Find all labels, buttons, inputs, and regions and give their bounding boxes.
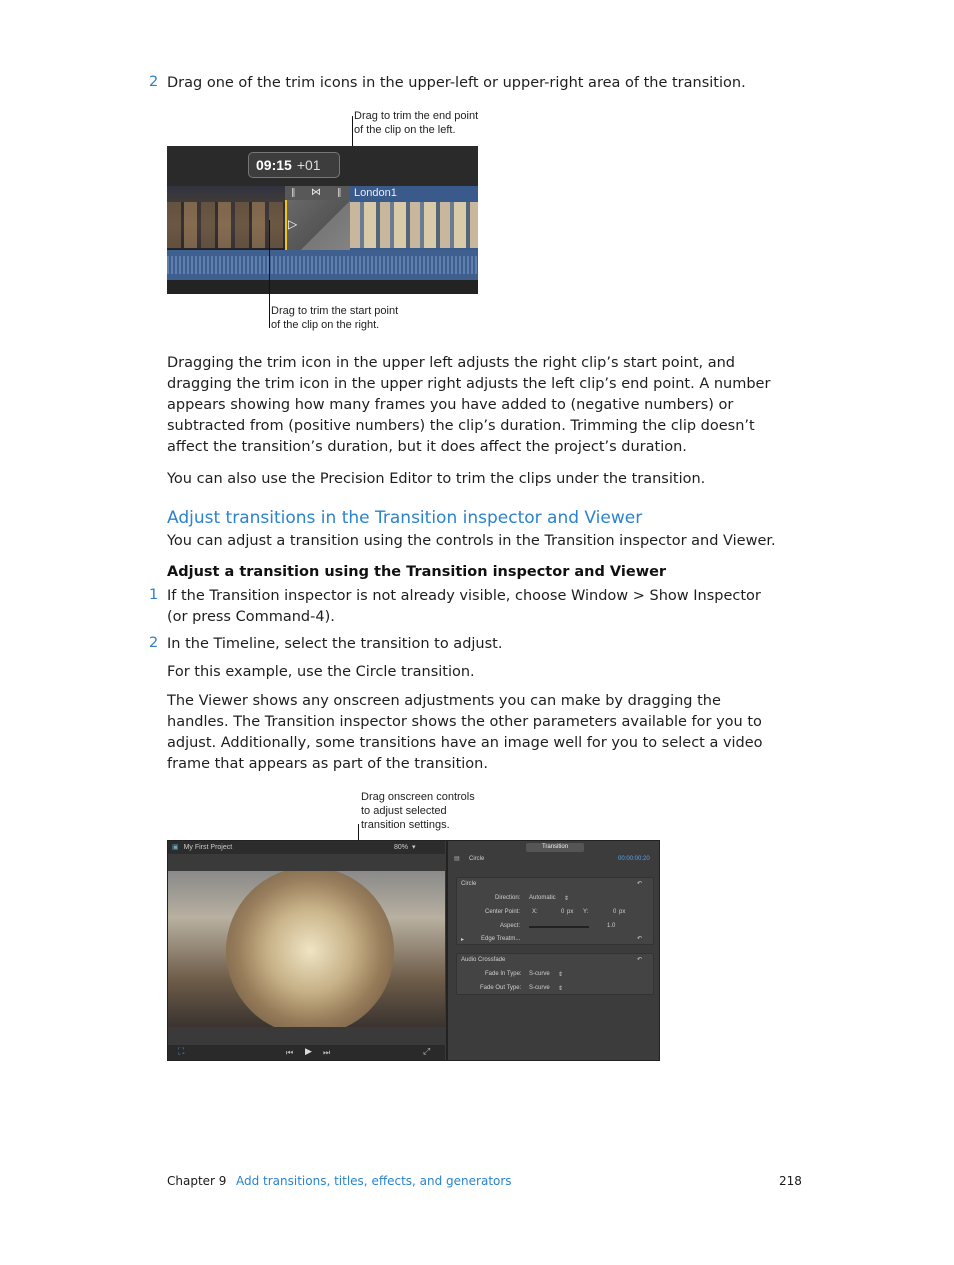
paragraph: Dragging the trim icon in the upper left adjusts the right clip’s start point, and dragging the trim icon in the upper right adjusts the left clip’s end point. A number appears showing how many frames you have added to (negative numbers) or subtracted from (positive numbers) the clip’s duration. Trimming the clip doesn’t affect the transition’s duration, but it does affect the project’s duration. bbox=[167, 355, 771, 455]
viewer-controls-bar bbox=[168, 1045, 445, 1061]
x-value-field[interactable]: 0 bbox=[561, 909, 565, 915]
task-heading: Adjust a transition using the Transition inspector and Viewer bbox=[167, 564, 667, 580]
audio-crossfade-group bbox=[456, 953, 654, 995]
y-value-field[interactable]: 0 bbox=[613, 909, 617, 915]
zoom-level[interactable]: 80% bbox=[394, 844, 409, 851]
project-name: My First Project bbox=[183, 844, 233, 851]
next-icon[interactable]: ⏭ bbox=[323, 1048, 331, 1057]
reset-icon[interactable]: ↶ bbox=[637, 936, 643, 942]
param-label: Aspect: bbox=[500, 923, 521, 929]
transition-name: Circle bbox=[469, 856, 485, 862]
step-text: If the Transition inspector is not already visible, choose Window > Show Inspector (or press Command-4). bbox=[167, 588, 761, 625]
transition-header bbox=[285, 186, 350, 200]
circle-parameters-group bbox=[456, 877, 654, 945]
play-icon[interactable]: ▶ bbox=[305, 1047, 312, 1057]
param-label: Fade In Type: bbox=[485, 971, 522, 977]
fade-in-popup[interactable]: S-curve bbox=[529, 971, 550, 977]
stepper-icon[interactable]: ⇕ bbox=[564, 896, 570, 902]
step-detail: For this example, use the Circle transition. bbox=[167, 664, 475, 680]
chevron-down-icon[interactable]: ▾ bbox=[412, 844, 416, 851]
trim-handle-left-icon[interactable]: ‖ bbox=[291, 188, 296, 198]
disclosure-triangle-icon[interactable]: ▸ bbox=[461, 937, 465, 943]
viewer-image bbox=[168, 871, 445, 1027]
param-label: Fade Out Type: bbox=[480, 985, 522, 991]
previous-icon[interactable]: ⏮ bbox=[286, 1048, 294, 1057]
viewer-header bbox=[168, 841, 445, 854]
trim-readout-badge bbox=[248, 152, 340, 178]
paragraph: You can also use the Precision Editor to trim the clips under the transition. bbox=[167, 471, 706, 487]
project-icon: ▣ bbox=[172, 844, 179, 851]
trim-handle-right-icon[interactable]: ‖ bbox=[337, 188, 342, 198]
fullscreen-icon[interactable]: ⤢ bbox=[423, 1047, 431, 1057]
stepper-icon[interactable]: ⇕ bbox=[558, 972, 564, 978]
viewer-inspector-figure bbox=[167, 840, 660, 1061]
timeline-footer bbox=[167, 280, 478, 294]
transition-duration: 00:00:00:20 bbox=[618, 856, 650, 862]
footer-chapter-title[interactable]: Add transitions, titles, effects, and generators bbox=[236, 1174, 512, 1188]
tab-transition[interactable]: Transition bbox=[526, 843, 584, 852]
callout-start-point: Drag to trim the start point of the clip on the right. bbox=[271, 305, 399, 331]
trim-cursor-icon: ▷ bbox=[288, 217, 298, 231]
audio-track bbox=[167, 250, 478, 280]
badge-time: 09:15 bbox=[256, 157, 292, 173]
circle-transition-overlay[interactable] bbox=[226, 871, 394, 1027]
group-title: Audio Crossfade bbox=[461, 957, 506, 963]
stepper-icon[interactable]: ⇕ bbox=[558, 986, 564, 992]
step-number: 2 bbox=[149, 635, 159, 651]
film-icon: ▤ bbox=[454, 856, 460, 862]
left-clip[interactable] bbox=[167, 186, 285, 250]
callout-end-point: Drag to trim the end point of the clip on the left. bbox=[354, 110, 479, 136]
section-heading: Adjust transitions in the Transition inspector and Viewer bbox=[167, 508, 643, 528]
param-label: Edge Treatm... bbox=[481, 936, 521, 942]
group-title: Circle bbox=[461, 881, 477, 887]
reset-icon[interactable]: ↶ bbox=[637, 881, 643, 887]
transform-icon[interactable]: ⛶ bbox=[178, 1047, 185, 1057]
badge-delta: +01 bbox=[296, 157, 321, 173]
reset-icon[interactable]: ↶ bbox=[637, 957, 643, 963]
step-detail: The Viewer shows any onscreen adjustments you can make by dragging the handles. The Transition inspector shows the other parameters available for you to adjust. Additionally, some transitions have an image well for you to select a video frame that appears as part of the transition. bbox=[167, 693, 763, 772]
callout-leader-line bbox=[269, 220, 270, 328]
param-label: Y: bbox=[583, 909, 589, 915]
step-number: 2 bbox=[149, 74, 159, 90]
direction-popup[interactable]: Automatic bbox=[529, 895, 556, 901]
transition-bowtie-icon: ⋈ bbox=[311, 187, 321, 198]
param-label: Direction: bbox=[495, 895, 521, 901]
step-number: 1 bbox=[149, 587, 159, 603]
unit-label: px bbox=[619, 909, 626, 915]
step-text: Drag one of the trim icons in the upper-left or upper-right area of the transition. bbox=[167, 75, 746, 91]
fade-out-popup[interactable]: S-curve bbox=[529, 985, 550, 991]
section-intro: You can adjust a transition using the controls in the Transition inspector and Viewer. bbox=[167, 533, 776, 549]
callout-onscreen-controls: Drag onscreen controls to adjust selected transition settings. bbox=[361, 791, 475, 831]
transition-inspector bbox=[446, 841, 660, 1061]
clip-name: London1 bbox=[354, 187, 397, 199]
right-clip[interactable] bbox=[350, 186, 478, 250]
param-label: Center Point: bbox=[485, 909, 521, 915]
timeline-figure bbox=[167, 146, 478, 294]
aspect-slider[interactable] bbox=[529, 926, 589, 928]
unit-label: px bbox=[567, 909, 574, 915]
footer-chapter: Chapter 9 bbox=[167, 1174, 227, 1188]
page-number: 218 bbox=[779, 1174, 802, 1188]
step-text: In the Timeline, select the transition to adjust. bbox=[167, 636, 503, 652]
param-label: X: bbox=[532, 909, 538, 915]
aspect-value-field[interactable]: 1.0 bbox=[607, 923, 616, 929]
